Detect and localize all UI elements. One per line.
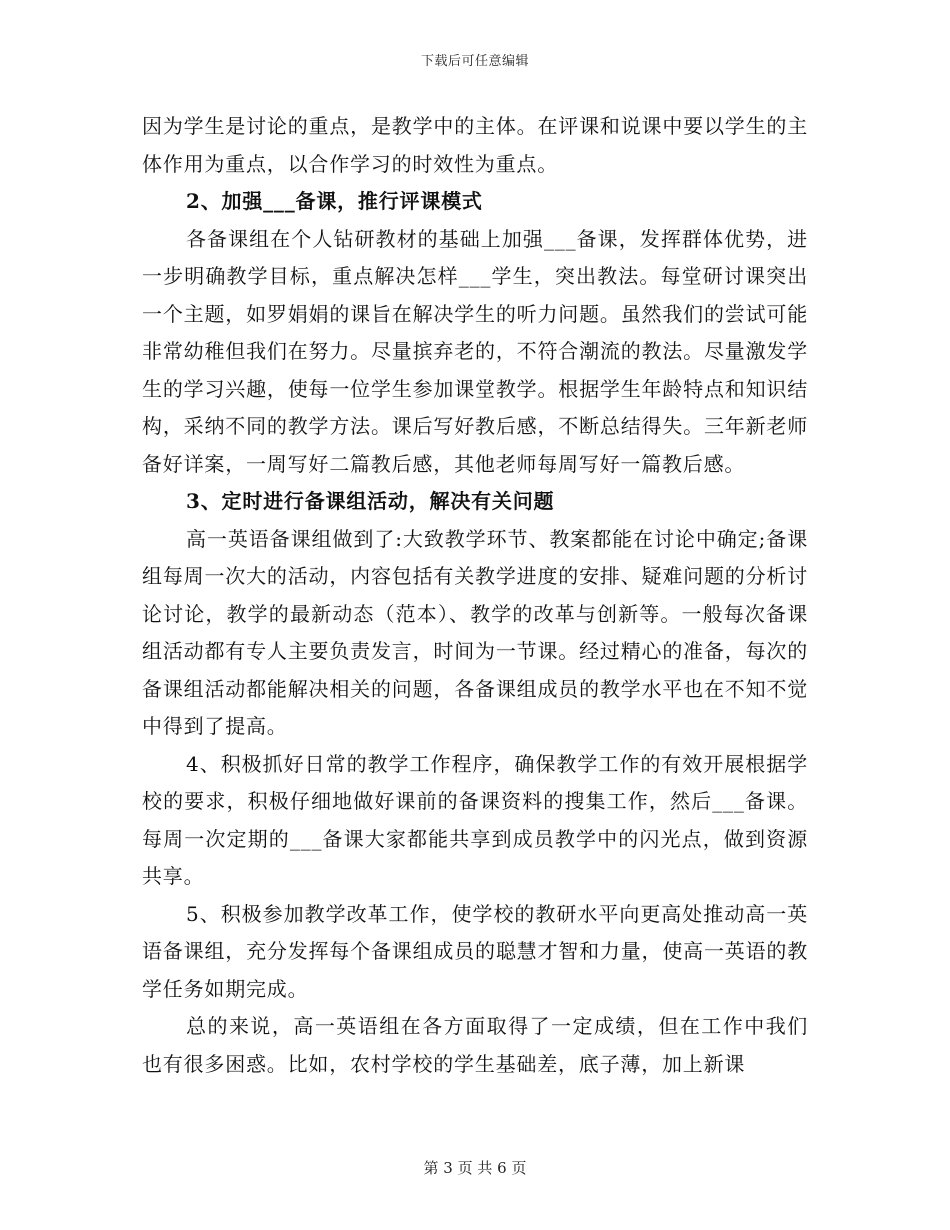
paragraph-6: 总的来说，高一英语组在各方面取得了一定成绩，但在工作中我们也有很多困惑。比如，农村学校的学生基础差，底子薄，加上新课 [142, 1014, 808, 1076]
paragraph-1: 因为学生是讨论的重点，是教学中的主体。在评课和说课中要以学生的主体作用为重点，以合作学习的时效性为重点。 [142, 114, 808, 176]
document-body [142, 108, 808, 1083]
section-heading-2: 2、加强___备课，推行评课模式 [186, 189, 483, 213]
paragraph-5: 5、积极参加教学改革工作，使学校的教研水平向更高处推动高一英语备课组，充分发挥每个备课组成员的聪慧才智和力量，使高一英语的教学任务如期完成。 [142, 901, 808, 1001]
paragraph-4: 4、积极抓好日常的教学工作程序，确保教学工作的有效开展根据学校的要求，积极仔细地做好课前的备课资料的搜集工作，然后___备课。每周一次定期的___备课大家都能共享到成员教学中的闪光点，做到资源共享。 [142, 751, 808, 888]
paragraph-2: 各备课组在个人钻研教材的基础上加强___备课，发挥群体优势，进一步明确教学目标，重点解决怎样___学生，突出教法。每堂研讨课突出一个主题，如罗娟娟的课旨在解决学生的听力问题。虽然我们的尝试可能非常幼稚但我们在努力。尽量摈弃老的，不符合潮流的教法。尽量激发学生的学习兴趣，使每一位学生参加课堂教学。根据学生年龄特点和知识结构，采纳不同的教学方法。课后写好教后感，不断总结得失。三年新老师备好详案，一周写好二篇教后感，其他老师每周写好一篇教后感。 [142, 226, 808, 476]
section-heading-3: 3、定时进行备课组活动，解决有关问题 [186, 489, 555, 513]
page-header-note: 下载后可任意编辑 [420, 54, 529, 69]
page-number: 第 3 页 共 6 页 [423, 1159, 527, 1177]
paragraph-3: 高一英语备课组做到了:大致教学环节、教案都能在讨论中确定;备课组每周一次大的活动，内容包括有关教学进度的安排、疑难问题的分析讨论讨论，教学的最新动态（范本）、教学的改革与创新等。一般每次备课组活动都有专人主要负责发言，时间为一节课。经过精心的准备，每次的备课组活动都能解决相关的问题，各备课组成员的教学水平也在不知不觉中得到了提高。 [142, 526, 808, 738]
